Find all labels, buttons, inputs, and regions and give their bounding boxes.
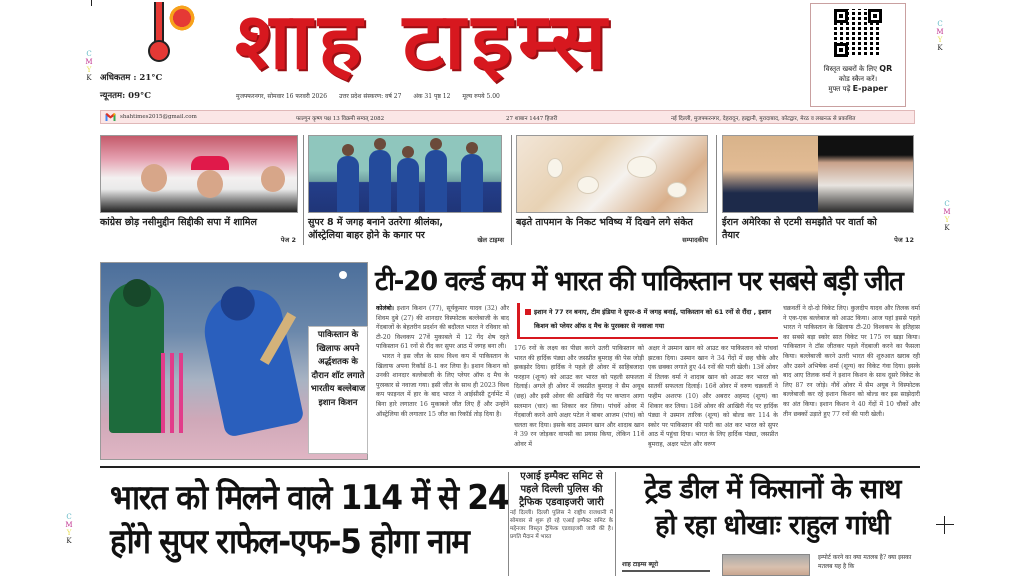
- strip-headline: बढ़ते तापमान के निकट भविष्य में दिखने लगे संकेत: [516, 217, 693, 228]
- newspaper-title: शाह टाइम्स: [235, 0, 613, 87]
- rahul-gandhi-photo: [722, 554, 810, 576]
- max-temperature: अधिकतम : 21°C: [100, 73, 163, 83]
- info-bar: [100, 110, 915, 124]
- cmyk-k: K: [944, 224, 950, 232]
- headline-line: ऑस्ट्रेलिया बाहर होने के कगार पर: [308, 230, 425, 241]
- lead-story-column-1: [376, 304, 509, 464]
- qr-line1: विस्तृत खबरों के लिए: [823, 65, 878, 73]
- page-reference: पेज 12: [894, 236, 914, 244]
- price: मूल्य रुपये 5.00: [462, 93, 500, 100]
- column-divider: [716, 135, 717, 245]
- headline-line: हो रहा धोखाः राहुल गांधी: [655, 510, 890, 541]
- cmyk-k: K: [86, 74, 92, 82]
- cmyk-y: Y: [86, 66, 92, 74]
- india-batter: [197, 284, 304, 438]
- brief-body: नई दिल्ली। दिल्ली पुलिस ने राष्ट्रीय राजधानी में सोमवार से शुरू हो रहे एआई इम्पैक्ट समिट के मद्देनजर विस्तृत ट्रैफिक एडवाइजरी जारी की है। प्रगति मैदान में भारत: [510, 510, 613, 540]
- hijri-date: 27 शाबान 1447 हिजरी: [506, 116, 558, 122]
- qr-line2: कोड स्कैन करें।: [838, 75, 878, 83]
- leaders-photo: [722, 135, 914, 213]
- cricket-team-photo: [308, 135, 502, 213]
- section-reference: खेल टाइम्स: [477, 236, 504, 244]
- crop-mark-top-left: [91, 0, 92, 6]
- lead-story-column-3: अक्षर ने उस्मान खान को आउट कर पाकिस्तान को पांचवां झटका दिया। उस्मान खान ने 34 गेंदों में छह चौके और एक छक्का लगाते हुए 44 रनों की पारी खेली। 13वें ओवर में तिलक वर्मा ने शादाब खान को आउट कर भारत को सातवीं सफलता दिलाई। 16वें ओवर में वरुण चक्रवर्ती ने फहीम अशरफ (10) और अबरार अहमद (शून्य) का शिकार कर लिया। 18वें ओवर की आखिरी गेंद पर हार्दिक पंड्या ने उस्मान तारिक (शून्य) को बोल्ड कर 114 के स्कोर पर पाकिस्तान की पारी का अंत कर भारत को सुपर आठ में पहुंचा दिया। भारत के लिए हार्दिक पंड्या, जसप्रीत बुमराह, अक्षर पटेल और वरुण: [648, 345, 778, 448]
- headline-line: ट्रेड डील में किसानों के साथ: [644, 474, 901, 505]
- face: [197, 170, 223, 198]
- lead-headline[interactable]: टी-20 वर्ल्ड कप में भारत की पाकिस्तान पर सबसे बड़ी जीत: [375, 266, 903, 297]
- cmyk-c: C: [66, 513, 72, 521]
- cmyk-m: M: [85, 58, 93, 66]
- strip-story-iran[interactable]: [722, 130, 918, 248]
- qr-caption: [811, 64, 905, 94]
- city-date: मुजफ्फरनगर, सोमवार 16 फरवरी 2026: [236, 93, 328, 100]
- rafale-headline[interactable]: [110, 476, 509, 564]
- cmyk-y: Y: [937, 36, 943, 44]
- cmyk-registration-mark-right-mid: [942, 200, 952, 232]
- gmail-icon: [105, 112, 116, 122]
- cmyk-c: C: [86, 50, 92, 58]
- qr-eye: [834, 9, 848, 23]
- cmyk-m: M: [943, 208, 951, 216]
- egg: [577, 176, 599, 194]
- strip-headline: कांग्रेस छोड़ नसीमुद्दीन सिद्दीकी सपा में शामिल: [100, 217, 257, 228]
- qr-code-icon[interactable]: [834, 9, 882, 57]
- strip-story-cricket[interactable]: [308, 130, 508, 248]
- pakistan-player: [109, 283, 164, 433]
- crop-mark-bottom-right: [944, 516, 945, 534]
- food-photo: [516, 135, 708, 213]
- trade-deal-headline[interactable]: [620, 472, 925, 544]
- thermometer-bulb: [148, 40, 170, 62]
- player: [337, 156, 359, 212]
- cmyk-m: M: [65, 521, 73, 529]
- crop-mark-bottom-right-h: [936, 524, 954, 525]
- cmyk-m: M: [936, 28, 944, 36]
- sun-icon: [168, 4, 196, 32]
- face: [141, 164, 167, 192]
- bullet-square-icon: [525, 309, 531, 315]
- edition: उत्तर प्रदेश संस्करण: वर्ष 27: [338, 93, 402, 100]
- headline-line: सुपर 8 में जगह बनाने उतरेगा श्रीलंका,: [308, 217, 444, 228]
- red-cap: [191, 156, 229, 170]
- issue-number: अंक 31 पृष्ठ 12: [413, 93, 451, 100]
- egg: [667, 182, 687, 198]
- cmyk-c: C: [944, 200, 950, 208]
- column-divider: [303, 135, 304, 245]
- cmyk-registration-mark-right-top: [935, 20, 945, 52]
- story-dateline: कोलंबो।: [376, 305, 395, 312]
- headline-line: ईरान अमेरिका से एटमी समझौते पर वार्ता को: [722, 217, 877, 228]
- highlight-text: इशान ने 77 रन बनाए, टीम इंडिया ने सुपर-8 में जगह बनाई, पाकिस्तान को 61 रनों से रौंदा , इशान किशन को प्लेयर ऑफ द मैच के पुरस्कार से नवाजा गया: [534, 308, 772, 330]
- contact-email[interactable]: shahtimes2015@gmail.com: [120, 114, 197, 120]
- strip-story-climate[interactable]: [516, 130, 712, 248]
- trade-story-snippet: इम्पोर्ट करने का क्या मतलब है? क्या इसका मतलब यह है कि: [818, 554, 912, 570]
- column-divider: [511, 135, 512, 245]
- qr-eye: [868, 9, 882, 23]
- published-editions: नई दिल्ली, मुजफ्फरनगर, देहरादून, हल्द्वानी, मुरादाबाद, कोटद्वार, मेरठ व लखनऊ से प्रकाशित: [671, 116, 856, 122]
- politics-photo: [100, 135, 298, 213]
- qr-label: QR: [879, 64, 893, 73]
- egg: [627, 156, 657, 178]
- strip-story-politics[interactable]: [100, 130, 300, 248]
- column-divider: [615, 472, 616, 576]
- ball: [339, 271, 347, 279]
- byline: शाह टाइम्स ब्यूरो: [622, 560, 710, 572]
- page-reference: पेज 2: [280, 236, 296, 244]
- cmyk-k: K: [937, 44, 943, 52]
- face: [261, 166, 285, 192]
- min-temperature: न्यूनतम: 09°C: [100, 91, 152, 101]
- delhi-traffic-brief[interactable]: [510, 470, 613, 576]
- qr-eye: [834, 43, 848, 57]
- cmyk-registration-mark-left-top: [84, 50, 94, 82]
- player: [369, 150, 391, 212]
- weather-widget: [100, 2, 230, 102]
- headline-line: होंगे सुपर राफेल-एफ-5 होगा नाम: [110, 522, 469, 562]
- cmyk-y: Y: [66, 529, 72, 537]
- egg: [547, 158, 563, 178]
- story-highlight-box: [517, 303, 778, 339]
- cmyk-y: Y: [944, 216, 950, 224]
- hindu-calendar-date: फाल्गुन कृष्ण पक्ष 13 विक्रमी सम्वत् 2082: [296, 116, 385, 122]
- paragraph: भारत ने इस जीत के साथ विश्व कप में पाकिस्तान के खिलाफ अपना रिकॉर्ड 8-1 कर लिया है। इशान किशन को उनकी शानदार बल्लेबाजी के लिए प्लेयर ऑफ द मैच के पुरस्कार से नवाजा गया। इसी जीत के साथ ही 2023 विश्व कप फाइनल में हार के बाद भारत ने आईसीसी टूर्नामेंट में बिना हारे लगातार 16 मुकाबले जीत लिए हैं और उन्होंने ऑस्ट्रेलिया की लगातार 15 जीत का रिकॉर्ड तोड़ दिया है।: [376, 352, 509, 418]
- epaper-label: E-paper: [852, 84, 888, 93]
- qr-line3: मुफ्त पढ़ें: [828, 85, 851, 93]
- lead-story-column-2: 176 रनों के लक्ष्य का पीछा करने उतरी पाकिस्तान को भारत की हार्दिक पंड्या और जसप्रीत बुमराह की पेस जोड़ी झकझोर दिया। हार्दिक ने पहले ही ओवर में साहिबजादा फरहान (शून्य) को आउट कर भारत को पहली सफलता दिलाई। अगले ही ओवर में जसप्रीत बुमराह ने सैम अयूब (छह) और इसी ओवर की आखिरी गेंद पर कप्तान आगा सलमान (चार) का शिकार कर लिया। पांचवें ओवर में गेंदबाजी करने आये अक्षर पटेल ने बाबर आजम (पांच) को चलता कर दिया। इसके बाद उस्मान खान और शादाब खान ने 39 रन जोड़कर वापसी का प्रयास किया, लेकिन 11वें ओवर में: [514, 345, 644, 448]
- brief-title: एआई इम्पैक्ट समिट से पहले दिल्ली पुलिस की ट्रैफिक एडवाइजरी जारी: [519, 471, 604, 508]
- player: [397, 158, 419, 212]
- section-divider: [100, 466, 920, 468]
- column-divider: [508, 472, 509, 576]
- strip-headline: [308, 216, 443, 242]
- cmyk-c: C: [937, 20, 943, 28]
- leader-right: [818, 136, 913, 212]
- paragraph: इशान किशन (77), सूर्यकुमार यादव (32) और शिवम दुबे (27) की शानदार विस्फोटक बल्लेबाजी के बाद गेंदबाजों के बेहतरीन प्रदर्शन की बदौलत भारत ने रविवार को टी-20 विश्वकप 27वें मुकाबले में 12 गेंद शेष रहते पाकिस्तान 61 रनों से रौंद कर सुपर आठ में जगह बना ली।: [376, 305, 509, 351]
- photo-caption: पाकिस्तान के खिलाफ अपने अर्द्धशतक के दौरान शॉट लगाते भारतीय बल्लेबाज इशान किशन: [308, 326, 368, 454]
- lead-story-column-4: चक्रवर्ती ने दो-दो विकेट लिए। कुलदीप यादव और तिलक वर्मा ने एक-एक बल्लेबाज को आउट किया। आज यहां इससे पहले भारत ने पाकिस्तान के खिलाफ टी-20 विश्वकप के इतिहास का सबसे बड़ा स्कोर सात विकेट पर 175 रन खड़ा किया। पाकिस्तान ने टॉस जीतकर पहले गेंदबाजी करने का फैसला किया। बल्लेबाजी करने उतरी भारत की शुरुआत खराब रही और उसने अभिषेक शर्मा (शून्य) का विकेट गंवा दिया। इसके बाद आए तिलक वर्मा ने इशान किशन के साथ दूसरे विकेट के लिए 87 रन जोड़े। नौवें ओवर में सैम अयूब ने विस्फोटक बल्लेबाजी कर रहे इशान किशन को बोल्ड कर इस साझेदारी का अंत किया। इशान किशन ने 40 गेंदों में 10 चौकों और तीन छक्कों उड़ाते हुए 77 रनों की पारी खेली।: [783, 305, 920, 418]
- thermometer-icon: [148, 2, 170, 62]
- cmyk-k: K: [66, 537, 72, 545]
- dateline: [236, 92, 756, 100]
- leader-left: [723, 136, 818, 212]
- strip-headline: [722, 216, 877, 242]
- headline-line: भारत को मिलने वाले 114 में से 24: [110, 478, 509, 518]
- qr-promo-box: [810, 3, 906, 107]
- section-reference: सम्पादकीय: [682, 236, 708, 244]
- player: [461, 154, 483, 212]
- stumps: [161, 353, 183, 433]
- player: [425, 150, 447, 212]
- cmyk-registration-mark-left-bottom: [64, 513, 74, 545]
- headline-line: तैयार: [722, 230, 740, 241]
